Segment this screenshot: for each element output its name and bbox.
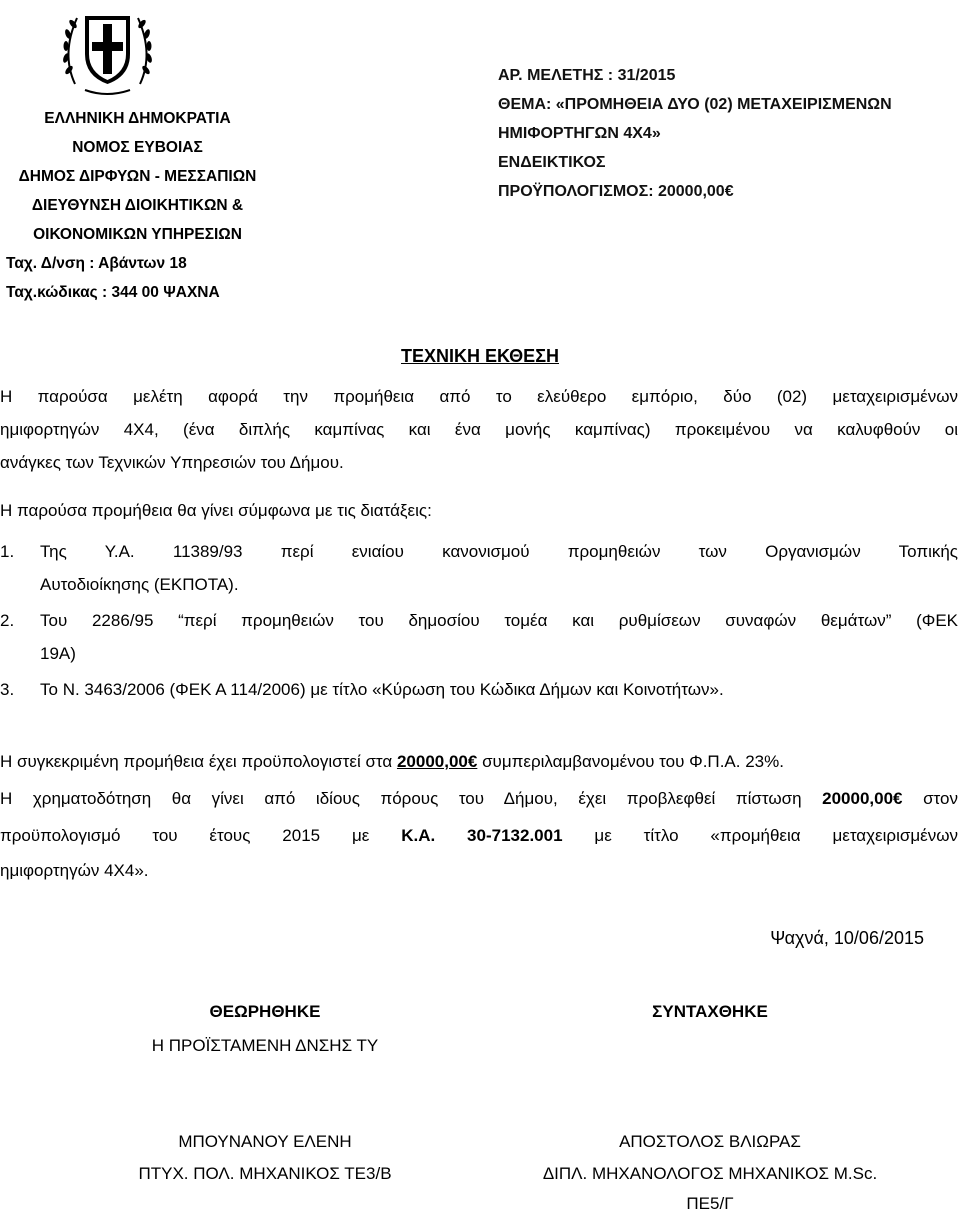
funding-text: Η χρηματοδότηση θα γίνει από ιδίους πόρους του Δήμου, έχει προβλεφθεί πίστωση bbox=[0, 789, 823, 808]
postal-address-line: Ταχ. Δ/νση : Αβάντων 18 bbox=[6, 255, 187, 272]
list-text-line: Αυτοδιοίκησης (ΕΚΠΟΤΑ). bbox=[40, 575, 239, 594]
budget-line: ΠΡΟΫΠΟΛΟΓΙΣΜΟΣ: 20000,00€ bbox=[498, 183, 734, 200]
approver-role: Η ΠΡΟΪΣΤΑΜΕΝΗ ΔΝΣΗΣ ΤΥ bbox=[151, 1036, 379, 1055]
author-name: ΑΠΟΣΤΟΛΟΣ ΒΛΙΩΡΑΣ bbox=[619, 1132, 801, 1151]
subject-line-1: ΘΕΜΑ: «ΠΡΟΜΗΘΕΙΑ ΔΥΟ (02) ΜΕΤΑΧΕΙΡΙΣΜΕΝΩΝ bbox=[498, 96, 892, 113]
study-number: ΑΡ. ΜΕΛΕΤΗΣ : 31/2015 bbox=[498, 67, 676, 84]
list-number: 2. bbox=[0, 611, 15, 630]
list-item bbox=[0, 604, 958, 670]
study-info-block bbox=[498, 61, 892, 206]
budget-text: Η συγκεκριμένη προμήθεια έχει προϋπολογιστεί στα bbox=[0, 752, 397, 771]
directorate-line-1: ΔΙΕΥΘΥΝΣΗ ΔΙΟΙΚΗΤΙΚΩΝ & bbox=[31, 197, 244, 214]
funding-text-tail: με τίτλο «προμήθεια μεταχειρισμένων bbox=[562, 826, 958, 845]
intro-line-2: ημιφορτηγών 4Χ4, (ένα διπλής καμπίνας και ένα μονής καμπίνας) προκειμένου να καλυφθούν οι bbox=[0, 420, 958, 439]
list-number: 3. bbox=[0, 680, 15, 699]
place-date: Ψαχνά, 10/06/2015 bbox=[770, 928, 924, 948]
municipality-line: ΔΗΜΟΣ ΔΙΡΦΥΩΝ - ΜΕΣΣΑΠΙΩΝ bbox=[18, 168, 257, 185]
compiled-heading: ΣΥΝΤΑΧΘΗΚΕ bbox=[652, 1002, 768, 1021]
funding-text: προϋπολογισμό του έτους 2015 με bbox=[0, 826, 402, 845]
list-text-line: 19Α) bbox=[40, 644, 76, 663]
list-text-line: Της Υ.Α. 11389/93 περί ενιαίου κανονισμού προμηθειών των Οργανισμών Τοπικής bbox=[40, 542, 958, 561]
indicative-label: ΕΝΔΕΙΚΤΙΚΟΣ bbox=[498, 154, 606, 171]
greek-coat-of-arms-icon bbox=[55, 4, 160, 99]
budget-statement bbox=[0, 745, 958, 778]
list-text-line: Του 2286/95 “περί προμηθειών του δημοσίου τομέα και ρυθμίσεων συναφών θεμάτων” (ΦΕΚ bbox=[40, 611, 958, 630]
country-line: ΕΛΛΗΝΙΚΗ ΔΗΜΟΚΡΑΤΙΑ bbox=[44, 110, 231, 127]
provisions-intro: Η παρούσα προμήθεια θα γίνει σύμφωνα με τις διατάξεις: bbox=[0, 501, 432, 520]
budget-amount: 20000,00€ bbox=[396, 752, 478, 771]
intro-line-3: ανάγκες των Τεχνικών Υπηρεσιών του Δήμου. bbox=[0, 453, 344, 472]
approved-heading: ΘΕΩΡΗΘΗΚΕ bbox=[209, 1002, 321, 1021]
postal-code-line: Ταχ.κώδικας : 344 00 ΨΑΧΝΑ bbox=[6, 284, 220, 301]
sender-address-block bbox=[0, 104, 275, 307]
list-number: 1. bbox=[0, 542, 15, 561]
document-title: ΤΕΧΝΙΚΗ ΕΚΘΕΣΗ bbox=[401, 346, 559, 366]
funding-text-tail: στον bbox=[902, 789, 958, 808]
subject-line-2: ΗΜΙΦΟΡΤΗΓΩΝ 4Χ4» bbox=[498, 125, 661, 142]
list-item bbox=[0, 535, 958, 601]
approver-title: ΠΤΥΧ. ΠΟΛ. ΜΗΧΑΝΙΚΟΣ ΤΕ3/Β bbox=[138, 1164, 392, 1183]
author-title: ΔΙΠΛ. ΜΗΧΑΝΟΛΟΓΟΣ ΜΗΧΑΝΙΚΟΣ M.Sc. bbox=[542, 1164, 878, 1183]
directorate-line-2: ΟΙΚΟΝΟΜΙΚΩΝ ΥΠΗΡΕΣΙΩΝ bbox=[33, 226, 242, 243]
intro-line-1: Η παρούσα μελέτη αφορά την προμήθεια από το ελεύθερο εμπόριο, δύο (02) μεταχειρισμένων bbox=[0, 387, 958, 406]
list-text-line: Το Ν. 3463/2006 (ΦΕΚ Α 114/2006) με τίτλο «Κύρωση του Κώδικα Δήμων και Κοινοτήτων». bbox=[40, 680, 724, 699]
budget-code: Κ.Α. 30-7132.001 bbox=[401, 826, 563, 845]
author-grade: ΠΕ5/Γ bbox=[686, 1194, 734, 1213]
funding-line-3: ημιφορτηγών 4Χ4». bbox=[0, 861, 149, 880]
list-item bbox=[0, 673, 958, 706]
prefecture-line: ΝΟΜΟΣ ΕΥΒΟΙΑΣ bbox=[72, 139, 203, 156]
budget-text-tail: συμπεριλαμβανομένου του Φ.Π.Α. 23%. bbox=[477, 752, 784, 771]
funding-line-1 bbox=[0, 782, 958, 815]
funding-amount: 20000,00€ bbox=[822, 789, 903, 808]
funding-line-2 bbox=[0, 819, 958, 852]
approver-name: ΜΠΟΥΝΑΝΟΥ ΕΛΕΝΗ bbox=[178, 1132, 352, 1151]
